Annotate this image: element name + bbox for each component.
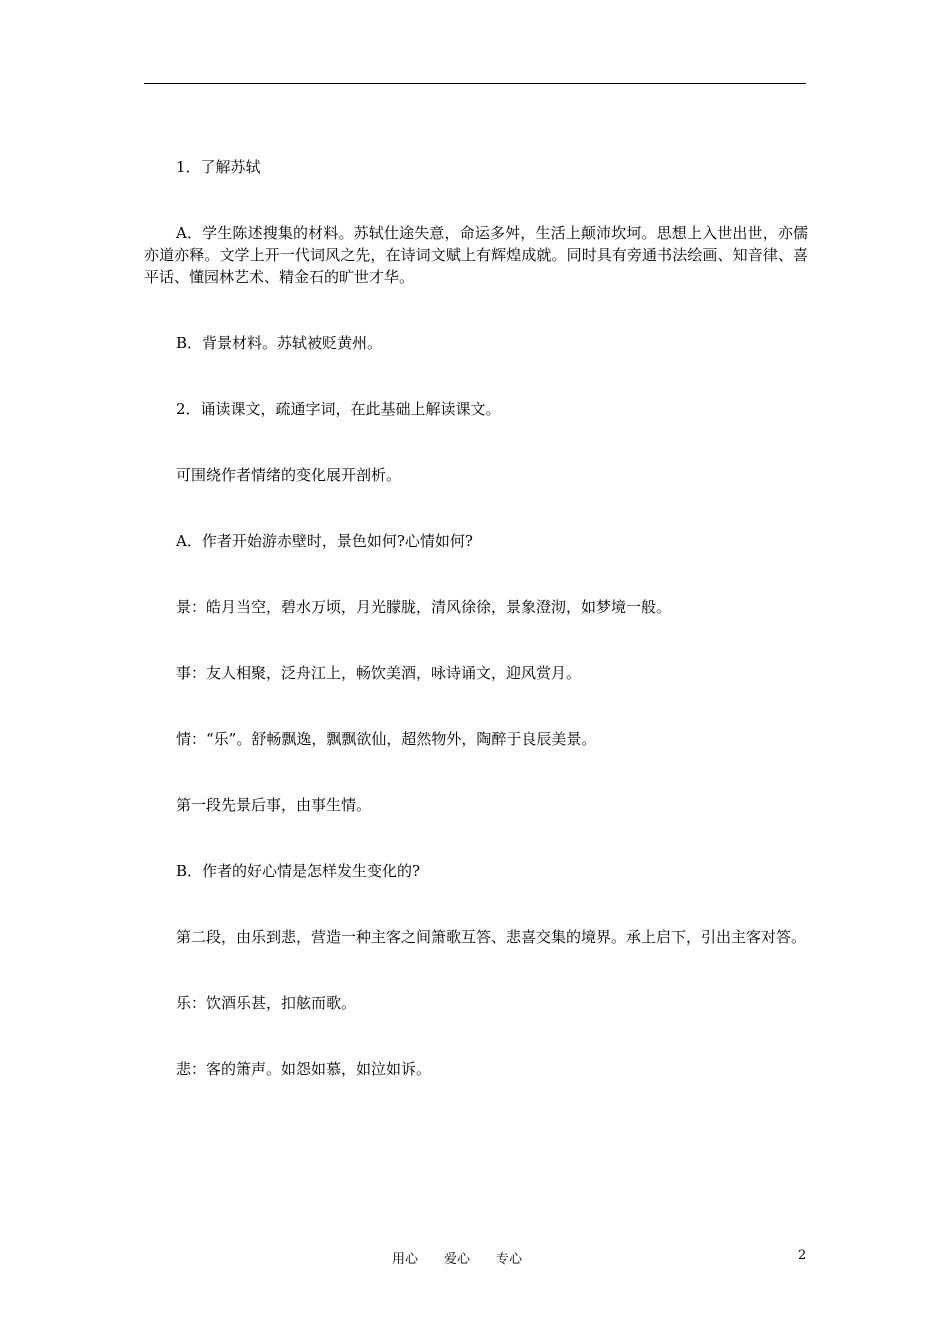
paragraph-7: 景：皓月当空，碧水万顷，月光朦胧，清风徐徐，景象澄沏，如梦境一般。 (176, 598, 672, 616)
paragraph-1: 1．了解苏轼 (176, 158, 261, 176)
paragraph-4: 2．诵读课文，疏通字词，在此基础上解读课文。 (176, 400, 501, 418)
page-footer (0, 1248, 950, 1268)
paragraph-14: 悲：客的箫声。如怨如慕，如泣如诉。 (176, 1060, 432, 1078)
document-body (144, 156, 808, 1080)
paragraph-12: 第二段，由乐到悲，营造一种主客之间箫歌互答、悲喜交集的境界。承上启下，引出主客对答。 (176, 928, 807, 946)
paragraph-13: 乐：饮酒乐甚，扣舷而歌。 (176, 994, 357, 1012)
paragraph-10: 第一段先景后事，由事生情。 (176, 796, 372, 814)
paragraph-2: A．学生陈述搜集的材料。苏轼仕途失意，命运多舛，生活上颠沛坎坷。思想上入世出世，亦儒亦道亦释。文学上开一代词风之先，在诗词文赋上有辉煌成就。同时具有旁通书法绘画、知音律、喜平话、懂园林艺术、精金石的旷世才华。 (144, 224, 808, 286)
footer-motto-item: 用心 (392, 1252, 419, 1267)
footer-motto-item: 爱心 (444, 1252, 471, 1267)
header-rule (144, 83, 806, 84)
footer-motto-item: 专心 (496, 1252, 523, 1267)
paragraph-3: B．背景材料。苏轼被贬黄州。 (176, 334, 383, 352)
paragraph-8: 事：友人相聚，泛舟江上，畅饮美酒，咏诗诵文，迎风赏月。 (176, 664, 582, 682)
page-number: 2 (798, 1248, 807, 1263)
paragraph-5: 可围绕作者情绪的变化展开剖析。 (176, 466, 402, 484)
paragraph-11: B．作者的好心情是怎样发生变化的? (176, 862, 421, 880)
footer-motto (392, 1248, 548, 1267)
paragraph-6: A．作者开始游赤壁时，景色如何?心情如何? (176, 532, 473, 550)
paragraph-9: 情：“乐”。舒畅飘逸，飘飘欲仙，超然物外，陶醉于良辰美景。 (176, 730, 597, 748)
